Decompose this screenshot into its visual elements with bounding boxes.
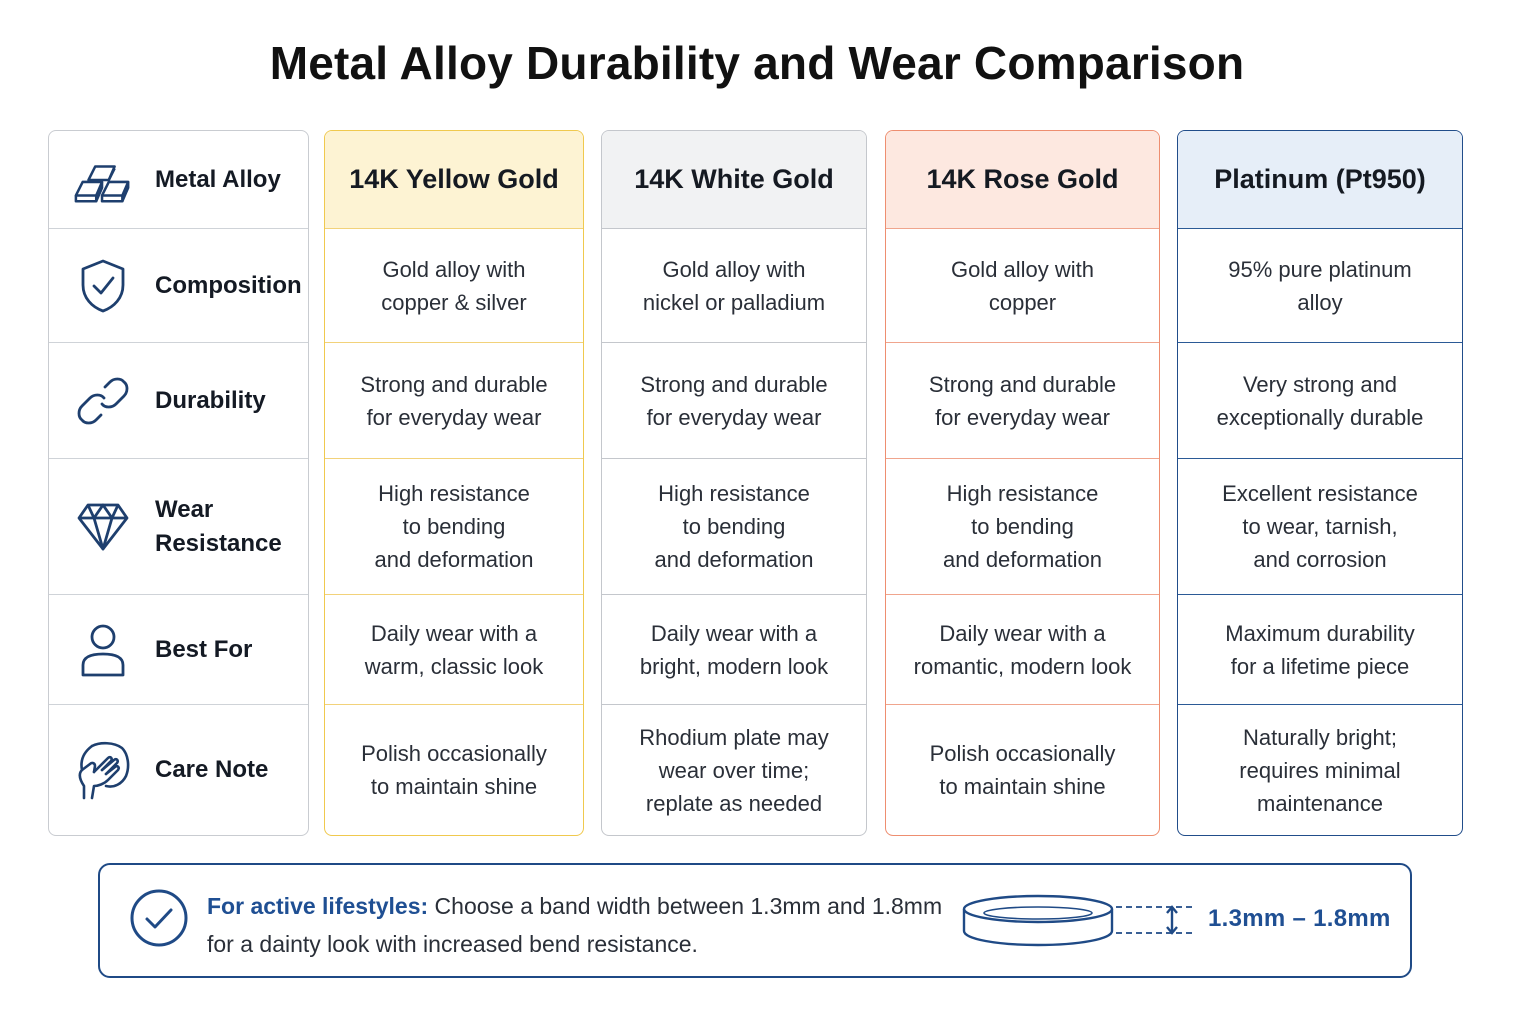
- page-title: Metal Alloy Durability and Wear Comparison: [269, 37, 1245, 89]
- cell-care-note: Rhodium plate may wear over time; replate as needed: [602, 704, 866, 835]
- check-circle-icon: [128, 887, 190, 949]
- cell-wear-resistance: High resistance to bending and deformation: [325, 458, 583, 594]
- cell-composition: Gold alloy with copper: [886, 228, 1159, 342]
- label-text: Durability: [155, 386, 266, 414]
- column-header: 14K White Gold: [602, 131, 866, 228]
- label-text: Metal Alloy: [155, 165, 281, 193]
- row-labels-column: [48, 130, 309, 836]
- column-yellow-gold: [324, 130, 584, 836]
- cell-care-note: Polish occasionally to maintain shine: [886, 704, 1159, 835]
- label-durability: [49, 342, 308, 458]
- label-metal-alloy: [49, 131, 308, 228]
- cell-care-note: Polish occasionally to maintain shine: [325, 704, 583, 835]
- cell-composition: 95% pure platinum alloy: [1178, 228, 1462, 342]
- column-header: 14K Yellow Gold: [325, 131, 583, 228]
- lifestyle-note: [98, 863, 1412, 978]
- column-header: Platinum (Pt950): [1178, 131, 1462, 228]
- cell-durability: Strong and durable for everyday wear: [886, 342, 1159, 458]
- cell-best-for: Daily wear with a romantic, modern look: [886, 594, 1159, 704]
- note-lead: For active lifestyles:: [207, 893, 429, 919]
- diamond-icon: [73, 497, 133, 557]
- cell-composition: Gold alloy with copper & silver: [325, 228, 583, 342]
- column-white-gold: [601, 130, 867, 836]
- cell-durability: Very strong and exceptionally durable: [1178, 342, 1462, 458]
- cell-best-for: Daily wear with a bright, modern look: [602, 594, 866, 704]
- label-text: Composition: [155, 271, 302, 299]
- cell-best-for: Maximum durability for a lifetime piece: [1178, 594, 1462, 704]
- label-text: Best For: [155, 635, 253, 663]
- cell-care-note: Naturally bright; requires minimal maintenance: [1178, 704, 1462, 835]
- note-body-line1: Choose a band width between 1.3mm and 1.8mm: [428, 893, 943, 919]
- cell-wear-resistance: Excellent resistance to wear, tarnish, and corrosion: [1178, 458, 1462, 594]
- gold-bars-icon: [73, 150, 133, 210]
- band-width-ring-icon: [962, 891, 1192, 951]
- cell-best-for: Daily wear with a warm, classic look: [325, 594, 583, 704]
- label-care-note: [49, 704, 308, 835]
- person-icon: [73, 620, 133, 680]
- note-body-line2: for a dainty look with increased bend resistance.: [207, 931, 698, 957]
- column-rose-gold: [885, 130, 1160, 836]
- label-wear-resistance: [49, 458, 308, 594]
- cell-composition: Gold alloy with nickel or palladium: [602, 228, 866, 342]
- label-best-for: [49, 594, 308, 704]
- cloth-hand-icon: [73, 740, 133, 800]
- column-platinum: [1177, 130, 1463, 836]
- cell-wear-resistance: High resistance to bending and deformation: [602, 458, 866, 594]
- chain-link-icon: [73, 371, 133, 431]
- shield-check-icon: [73, 256, 133, 316]
- label-text: Wear Resistance: [155, 495, 282, 557]
- label-composition: [49, 228, 308, 342]
- cell-durability: Strong and durable for everyday wear: [325, 342, 583, 458]
- note-text: [207, 887, 967, 963]
- band-width-range: 1.3mm – 1.8mm: [1208, 905, 1391, 932]
- cell-wear-resistance: High resistance to bending and deformation: [886, 458, 1159, 594]
- cell-durability: Strong and durable for everyday wear: [602, 342, 866, 458]
- column-header: 14K Rose Gold: [886, 131, 1159, 228]
- label-text: Care Note: [155, 756, 269, 783]
